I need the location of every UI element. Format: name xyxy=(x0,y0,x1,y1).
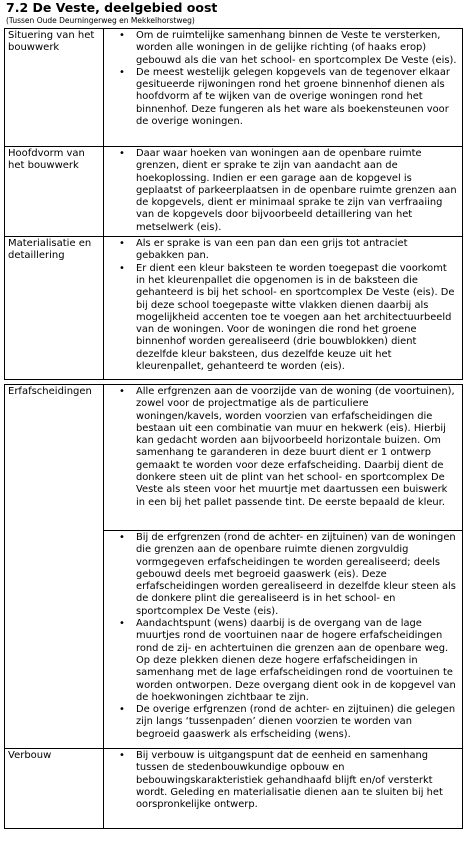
bullet-item xyxy=(107,67,459,128)
criteria-table-top xyxy=(4,28,463,380)
bullet-text: Om de ruimtelijke samenhang binnen de Veste te versterken, worden alle woningen in de gelijke richting (of haaks erop) gebouwd als die van het school- en sportcomplex De Veste (eis). xyxy=(136,30,457,66)
bullet-item xyxy=(107,148,459,234)
bullet-item xyxy=(107,618,459,704)
criteria-row-erfafscheidingen xyxy=(5,385,463,531)
bullet-item xyxy=(107,30,459,67)
section-title: 7.2 De Veste, deelgebied oost xyxy=(6,0,218,15)
bullet-list xyxy=(107,30,459,128)
row-label: Hoofdvorm van het bouwwerk xyxy=(5,147,104,237)
bullet-list xyxy=(107,532,459,741)
bullet-list xyxy=(107,386,459,509)
bullet-list xyxy=(107,238,459,373)
row-content xyxy=(104,749,463,829)
bullet-text: Daar waar hoeken van woningen aan de openbare ruimte grenzen, dient er sprake te zijn van aandacht aan de hoekoplossing. Indien er een garage aan de kopgevel is geplaatst of parkeerplaatsen in de openbare ruimte grenzen aan de kopgevels, dient er minimaal sprake te zijn van verfraaiing van de kopgevels door bijvoorbeeld detaillering van het metselwerk (eis). xyxy=(136,148,457,233)
bullet-text: Bij verbouw is uitgangspunt dat de eenheid en samenhang tussen de stedenbouwkundige opbouw en bebouwingskarakteristiek gehandhaafd blijft en/of versterkt wordt. Geleding en materialisatie dienen aan te sluiten bij het oorspronkelijke ontwerp. xyxy=(136,750,443,811)
bullet-icon: • xyxy=(119,148,125,159)
row-content xyxy=(104,29,463,147)
bullet-text: Er dient een kleur baksteen te worden toegepast die voorkomt in het kleurenpallet die opgenomen is in de baksteen die gehanteerd is bij het school- en sportcomplex De Veste (eis). De bij deze school toegepaste witte vlakken dienen daarbij als mogelijkheid accenten toe te voegen aan het architectuurbeeld van de woningen. Voor de woningen die rond het groene binnenhof worden gerealiseerd (drie bouwblokken) dient dezelfde kleur baksteen, dus dezelfde keuze uit het kleurenpallet, gehanteerd te worden (eis). xyxy=(136,262,455,373)
bullet-icon: • xyxy=(119,262,125,274)
bullet-icon: • xyxy=(119,66,125,78)
bullet-item xyxy=(107,750,459,811)
bullet-text: Bij de erfgrenzen (rond de achter- en zijtuinen) van de woningen die grenzen aan de openbare ruimte dienen zorgvuldig vormgegeven erfafscheidingen te worden gerealiseerd; deels gebouwd deels met begroeid gaaswerk (eis). Deze erfafscheidingen worden gerealiseerd in dezelfde kleur steen als de donkere plint die gerealiseerd is in het school- en sportcomplex De Veste (eis). xyxy=(136,532,456,617)
section-subtitle: (Tussen Oude Deurningerweg en Mekkelhorstweg) xyxy=(6,16,195,25)
bullet-icon: • xyxy=(119,704,125,716)
row-label: Verbouw xyxy=(5,749,104,829)
row-label: Materialisatie en detaillering xyxy=(5,237,104,380)
bullet-list xyxy=(107,750,459,811)
bullet-icon: • xyxy=(119,386,125,397)
bullet-item xyxy=(107,532,459,618)
criteria-row-verbouw xyxy=(5,749,463,829)
criteria-row-materialisatie-en-detaillering xyxy=(5,237,463,380)
bullet-text: De meest westelijk gelegen kopgevels van de tegenover elkaar gesitueerde rijwoningen rond het groene binnenhof dienen als hoofdvorm af te wijken van de overige woningen rond het binnenhof. Deze fungeren als het ware als boekensteunen voor de overige woningen. xyxy=(136,66,450,128)
bullet-item xyxy=(107,704,459,741)
bullet-text: Aandachtspunt (wens) daarbij is de overgang van de lage muurtjes rond de voortuinen naar de hogere erfafscheidingen rond de zij- en achtertuinen die grenzen aan de openbare weg. Op deze plekken dienen deze hogere erfafscheidingen in samenhang met de lage erfafscheidingen rond de voortuinen te worden ontworpen. Deze overgang dient ook in de kopgevel van de hoekwoningen zichtbaar te zijn. xyxy=(136,618,456,703)
bullet-item xyxy=(107,386,459,509)
bullet-item xyxy=(107,238,459,263)
bullet-icon: • xyxy=(119,618,125,630)
row-content xyxy=(104,531,463,749)
bullet-list xyxy=(107,148,459,234)
row-label: Situering van het bouwwerk xyxy=(5,29,104,147)
bullet-item xyxy=(107,263,459,374)
bullet-text: De overige erfgrenzen (rond de achter- en zijtuinen) die gelegen zijn langs ‘tussenpaden’ dienen voorzien te worden van begroeid gaaswerk als erfscheiding (wens). xyxy=(136,704,456,740)
bullet-text: Alle erfgrenzen aan de voorzijde van de woning (de voortuinen), zowel voor de projectmatige als de particuliere woningen/kavels, worden voorzien van erfafscheidingen die bestaan uit een combinatie van muur en hekwerk (eis). Hierbij kan gedacht worden aan bijvoorbeeld horizontale buizen. Om samenhang te garanderen in deze buurt dient er 1 ontwerp gemaakt te worden voor deze erfafscheiding. Daarbij dient de donkere steen uit de plint van het school- en sportcomplex De Veste als steen voor het muurtje met daartussen een buiswerk in een bij het pallet passende tint. De eerste bepaald de kleur. xyxy=(136,386,455,508)
bullet-icon: • xyxy=(119,238,125,250)
bullet-icon: • xyxy=(119,750,125,761)
bullet-icon: • xyxy=(119,532,125,543)
row-content xyxy=(104,237,463,380)
criteria-row-situering-van-het-bouwwerk xyxy=(5,29,463,147)
criteria-table-bottom xyxy=(4,384,463,829)
criteria-row-hoofdvorm-van-het-bouwwerk xyxy=(5,147,463,237)
row-content xyxy=(104,385,463,531)
bullet-text: Als er sprake is van een pan dan een grijs tot antraciet gebakken pan. xyxy=(136,238,408,262)
row-label: Erfafscheidingen xyxy=(5,385,104,749)
row-content xyxy=(104,147,463,237)
bullet-icon: • xyxy=(119,30,125,41)
